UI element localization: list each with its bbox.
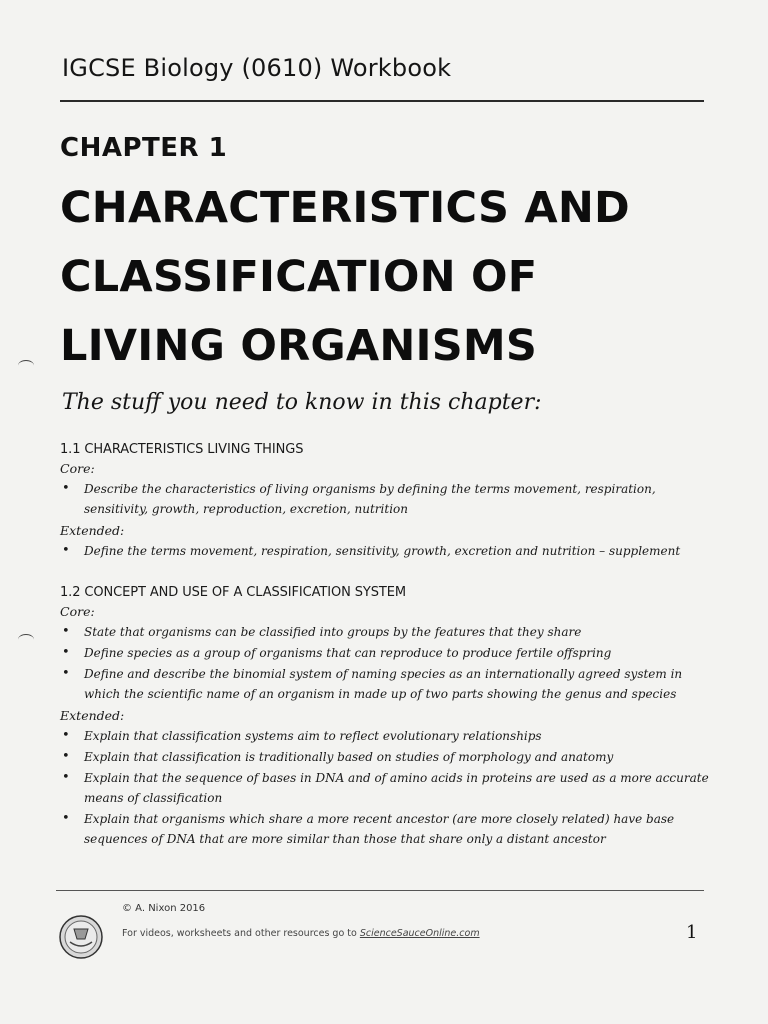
chapter-title-line-3: LIVING ORGANISMS <box>60 321 538 371</box>
section-heading: 1.1 CHARACTERISTICS LIVING THINGS <box>60 442 304 457</box>
website-link[interactable]: ScienceSauceOnline.com <box>359 928 480 939</box>
core-label: Core: <box>60 604 95 619</box>
extended-label: Extended: <box>60 523 125 538</box>
footer-resources-note <box>122 928 480 939</box>
chapter-title <box>60 174 720 381</box>
extended-list <box>60 726 710 849</box>
footer-divider <box>56 890 704 891</box>
core-list <box>60 479 710 519</box>
chapter-label: CHAPTER 1 <box>60 133 228 163</box>
list-item: • Define species as a group of organisms that can reproduce to produce fertile offspring <box>60 643 710 663</box>
scan-mark-top <box>18 360 34 371</box>
chapter-title-line-1: CHARACTERISTICS AND <box>60 183 630 233</box>
list-item: • Explain that classification systems aim to reflect evolutionary relationships <box>60 726 710 746</box>
science-sauce-logo-icon <box>58 914 104 960</box>
list-item: • Explain that classification is traditionally based on studies of morphology and anatomy <box>60 747 710 767</box>
page-number: 1 <box>686 922 698 943</box>
footer-note-text: For videos, worksheets and other resources go to <box>122 928 357 939</box>
list-item: • Explain that the sequence of bases in DNA and of amino acids in proteins are used as a more accurate means of classification <box>60 768 710 808</box>
core-label: Core: <box>60 461 95 476</box>
list-item: • Define and describe the binomial system of naming species as an internationally agreed system in which the scientific name of an organism in made up of two parts showing the genus and species <box>60 664 710 704</box>
list-item: • State that organisms can be classified into groups by the features that they share <box>60 622 710 642</box>
header-divider <box>60 100 704 102</box>
list-item: • Describe the characteristics of living organisms by defining the terms movement, respiration, sensitivity, growth, reproduction, excretion, nutrition <box>60 479 710 519</box>
section-classification <box>60 585 710 853</box>
chapter-intro: The stuff you need to know in this chapter: <box>62 390 542 415</box>
core-list <box>60 622 710 704</box>
scan-mark-middle <box>18 634 34 645</box>
chapter-title-line-2: CLASSIFICATION OF <box>60 252 538 302</box>
copyright-notice: © A. Nixon 2016 <box>122 903 206 914</box>
extended-label: Extended: <box>60 708 125 723</box>
section-characteristics <box>60 442 710 565</box>
extended-list <box>60 541 710 561</box>
list-item: • Define the terms movement, respiration, sensitivity, growth, excretion and nutrition – supplement <box>60 541 710 561</box>
list-item: • Explain that organisms which share a more recent ancestor (are more closely related) have base sequences of DNA that are more similar than those that share only a distant ancestor <box>60 809 710 849</box>
workbook-title: IGCSE Biology (0610) Workbook <box>62 54 452 82</box>
section-heading: 1.2 CONCEPT AND USE OF A CLASSIFICATION SYSTEM <box>60 585 406 600</box>
